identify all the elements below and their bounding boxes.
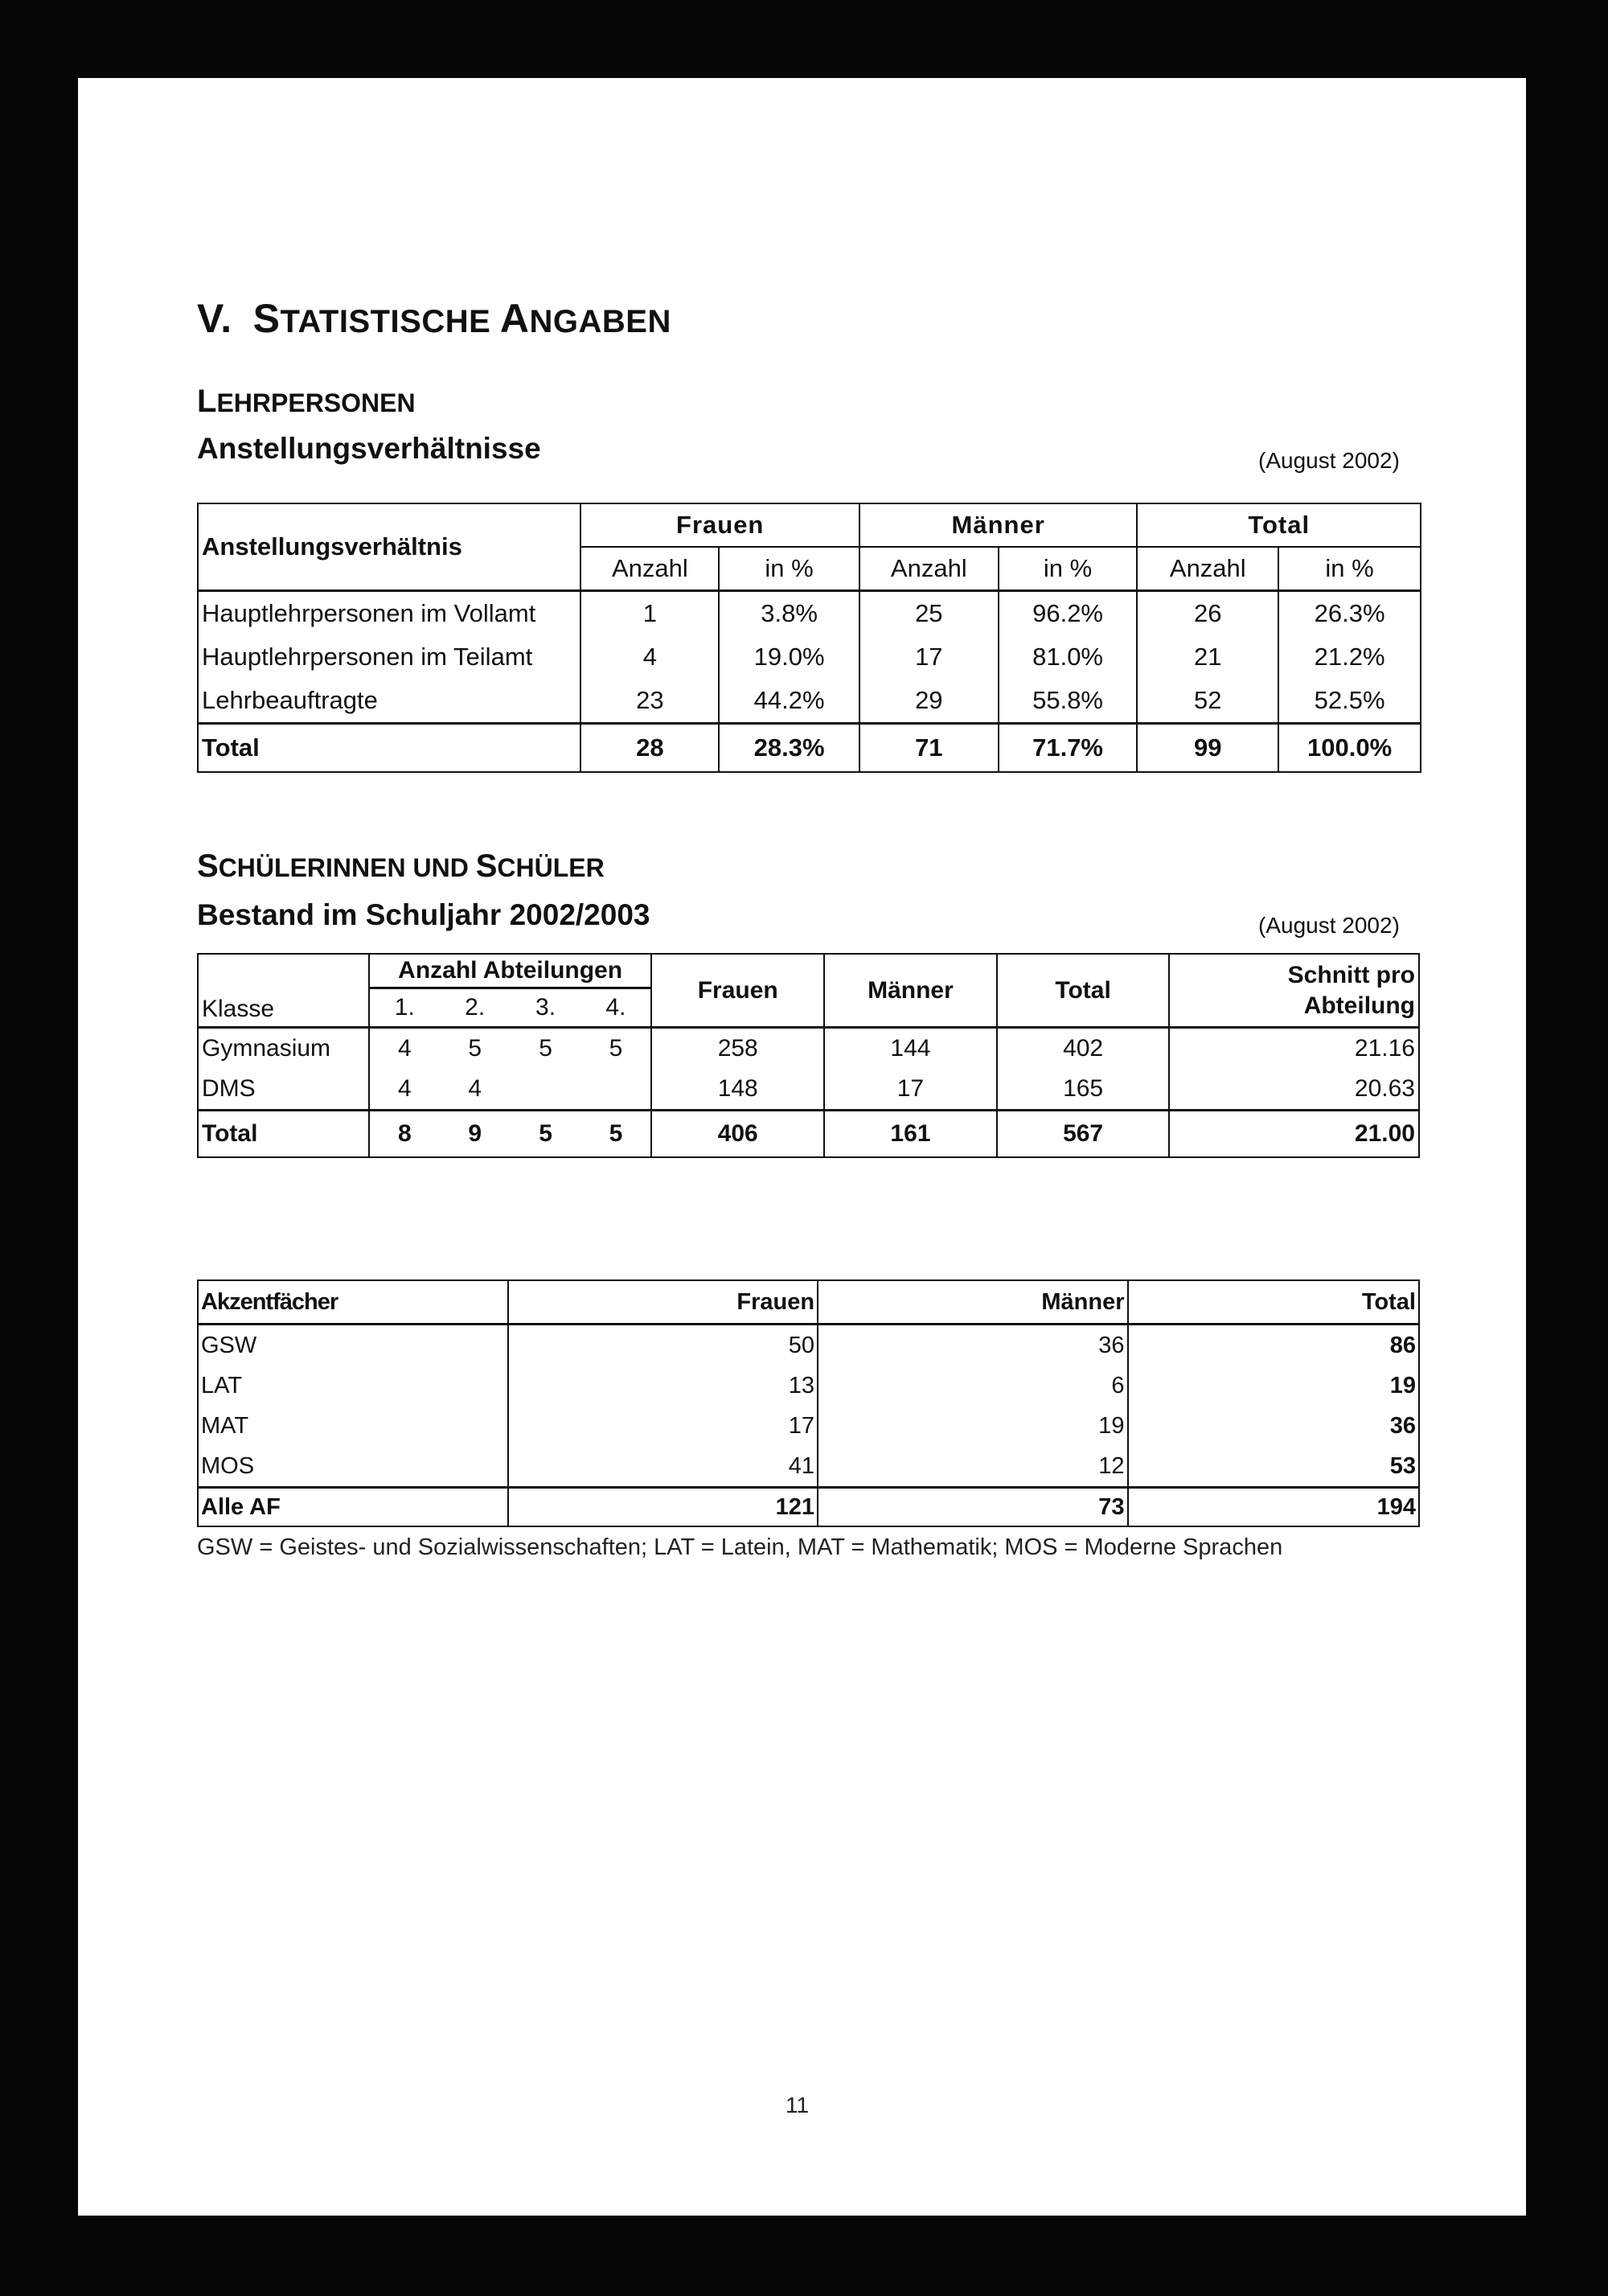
subheader-abteilung-4: 4. <box>581 988 652 1028</box>
row-label: LAT <box>198 1366 508 1406</box>
cell: 99 <box>1137 724 1278 773</box>
row-label: Hauptlehrpersonen im Vollamt <box>198 591 580 636</box>
cell: 17 <box>824 1069 997 1111</box>
lehrpersonen-date-note: (August 2002) <box>1258 448 1400 473</box>
cell: 53 <box>1128 1446 1419 1488</box>
cell: 194 <box>1128 1488 1419 1527</box>
cell: 86 <box>1128 1325 1419 1366</box>
cell: 20.63 <box>1169 1069 1419 1111</box>
subheader-abteilung-2: 2. <box>440 988 511 1028</box>
cell: 12 <box>818 1446 1127 1488</box>
row-label: Gymnasium <box>198 1028 369 1070</box>
table-row <box>198 1446 1419 1488</box>
cell: 17 <box>859 635 999 679</box>
cell: 96.2% <box>999 591 1138 636</box>
cell: 44.2% <box>719 679 859 724</box>
cell: 21.16 <box>1169 1028 1419 1070</box>
table-row <box>198 1028 1419 1070</box>
cell: 50 <box>508 1325 818 1366</box>
cell: 3.8% <box>719 591 859 636</box>
cell: 5 <box>440 1028 511 1070</box>
cell: 26 <box>1137 591 1278 636</box>
column-header-frauen: Frauen <box>651 954 824 1028</box>
section-title-rest-1: TATISTISCHE <box>280 304 500 339</box>
group-header-maenner: Männer <box>859 503 1137 547</box>
row-label: Lehrbeauftragte <box>198 679 580 724</box>
cell: 5 <box>581 1028 652 1070</box>
cell: 36 <box>1128 1406 1419 1446</box>
cell: 73 <box>818 1488 1127 1527</box>
cell: 165 <box>997 1069 1170 1111</box>
cell: 4 <box>580 635 719 679</box>
column-header-maenner: Männer <box>824 954 997 1028</box>
cell: 23 <box>580 679 719 724</box>
cell: 41 <box>508 1446 818 1488</box>
cell: 148 <box>651 1069 824 1111</box>
heading-rest: EHRPERSONEN <box>216 388 416 417</box>
cell: 4 <box>369 1028 440 1070</box>
heading-initial: L <box>197 384 217 419</box>
table-row <box>198 1069 1419 1111</box>
subheader-percent: in % <box>719 547 859 591</box>
cell: 100.0% <box>1278 724 1421 773</box>
table-row <box>198 1366 1419 1406</box>
table-row <box>198 591 1421 636</box>
section-number: V. <box>197 296 232 341</box>
cell: 71 <box>859 724 999 773</box>
cell: 4 <box>468 1075 482 1102</box>
column-header-schnitt <box>1169 954 1419 1028</box>
section-title-initial-2: A <box>499 296 530 341</box>
document-page <box>78 78 1526 2216</box>
cell: 21.2% <box>1278 635 1421 679</box>
table-row <box>198 679 1421 724</box>
column-header-frauen: Frauen <box>508 1280 818 1325</box>
cell: 161 <box>824 1111 997 1158</box>
subheader-percent: in % <box>999 547 1138 591</box>
subheader-anzahl: Anzahl <box>1137 547 1278 591</box>
section-title-rest-2: NGABEN <box>529 304 671 339</box>
total-label: Total <box>198 1111 369 1158</box>
cell: 13 <box>508 1366 818 1406</box>
cell: 121 <box>508 1488 818 1527</box>
cell: 4 <box>369 1069 440 1111</box>
heading-initial: S <box>197 848 219 884</box>
cell: 5 <box>511 1111 581 1158</box>
subheader-abteilung-3: 3. <box>511 988 581 1028</box>
cell: 21 <box>1137 635 1278 679</box>
row-label: DMS <box>198 1069 369 1111</box>
group-header-frauen: Frauen <box>580 503 859 547</box>
cell: 9 <box>440 1111 511 1158</box>
cell: 71.7% <box>999 724 1138 773</box>
schnitt-header-line-2: Abteilung <box>1303 992 1415 1019</box>
cell: 21.00 <box>1169 1111 1419 1158</box>
cell <box>511 1069 581 1111</box>
cell: 52 <box>1137 679 1278 724</box>
subheader-anzahl: Anzahl <box>580 547 719 591</box>
total-row <box>198 1488 1419 1527</box>
total-row <box>198 1111 1419 1158</box>
bestand-subheading: Bestand im Schuljahr 2002/2003 <box>197 898 650 931</box>
cell: 55.8% <box>999 679 1138 724</box>
subheader-abteilung-1: 1. <box>369 988 440 1028</box>
column-header-maenner: Männer <box>818 1280 1127 1325</box>
row-label: Hauptlehrpersonen im Teilamt <box>198 635 580 679</box>
cell <box>581 1069 652 1111</box>
row-label: GSW <box>198 1325 508 1366</box>
schueler-date-note: (August 2002) <box>1258 913 1400 938</box>
cell: 402 <box>997 1028 1170 1070</box>
cell: 28 <box>580 724 719 773</box>
cell: 25 <box>859 591 999 636</box>
cell: 6 <box>818 1366 1127 1406</box>
total-label: Total <box>198 724 580 773</box>
table-row <box>198 1325 1419 1366</box>
cell: 8 <box>369 1111 440 1158</box>
row-label: MOS <box>198 1446 508 1488</box>
cell: 258 <box>651 1028 824 1070</box>
heading-rest: CHÜLERINNEN UND <box>218 853 476 882</box>
page-number: 11 <box>786 2093 810 2117</box>
cell: 52.5% <box>1278 679 1421 724</box>
bestand-table <box>197 953 1420 1158</box>
cell: 29 <box>859 679 999 724</box>
anstellungsverhaeltnisse-subheading: Anstellungsverhältnisse <box>197 432 541 465</box>
group-header-anzahl-abteilungen: Anzahl Abteilungen <box>369 954 652 988</box>
column-header-total: Total <box>997 954 1170 1028</box>
cell: 1 <box>580 591 719 636</box>
cell: 28.3% <box>719 724 859 773</box>
group-header-total: Total <box>1137 503 1421 547</box>
cell: 19.0% <box>719 635 859 679</box>
subheader-anzahl: Anzahl <box>859 547 999 591</box>
anstellungsverhaeltnisse-table <box>197 503 1421 773</box>
cell: 26.3% <box>1278 591 1421 636</box>
column-header-total: Total <box>1128 1280 1419 1325</box>
table-row <box>198 635 1421 679</box>
cell: 19 <box>1128 1366 1419 1406</box>
akzentfaecher-table <box>197 1279 1420 1527</box>
cell: 19 <box>818 1406 1127 1446</box>
heading-initial: S <box>475 848 498 884</box>
column-header-akzentfaecher: Akzentfächer <box>198 1280 508 1325</box>
column-header-anstellungsverhaeltnis: Anstellungsverhältnis <box>198 503 580 591</box>
akzentfaecher-footnote: GSW = Geistes- und Sozialwissenschaften; LAT = Latein, MAT = Mathematik; MOS = Moderne Sprachen <box>197 1534 1283 1560</box>
lehrpersonen-heading <box>197 384 416 420</box>
cell: 144 <box>824 1028 997 1070</box>
total-row <box>198 724 1421 773</box>
cell: 81.0% <box>999 635 1138 679</box>
cell: 406 <box>651 1111 824 1158</box>
section-title-initial-1: S <box>252 296 281 341</box>
row-label: MAT <box>198 1406 508 1446</box>
cell: 567 <box>997 1111 1170 1158</box>
section-title <box>197 295 671 342</box>
table-row <box>198 1406 1419 1446</box>
schnitt-header-line-1: Schnitt pro <box>1287 961 1415 988</box>
cell: 5 <box>581 1111 652 1158</box>
schueler-heading <box>197 848 605 885</box>
cell: 17 <box>508 1406 818 1446</box>
subheader-percent: in % <box>1278 547 1421 591</box>
cell: 5 <box>511 1028 581 1070</box>
heading-rest: CHÜLER <box>497 853 605 882</box>
total-label: Alle AF <box>198 1488 508 1527</box>
cell: 36 <box>818 1325 1127 1366</box>
column-header-klasse: Klasse <box>198 954 369 1028</box>
